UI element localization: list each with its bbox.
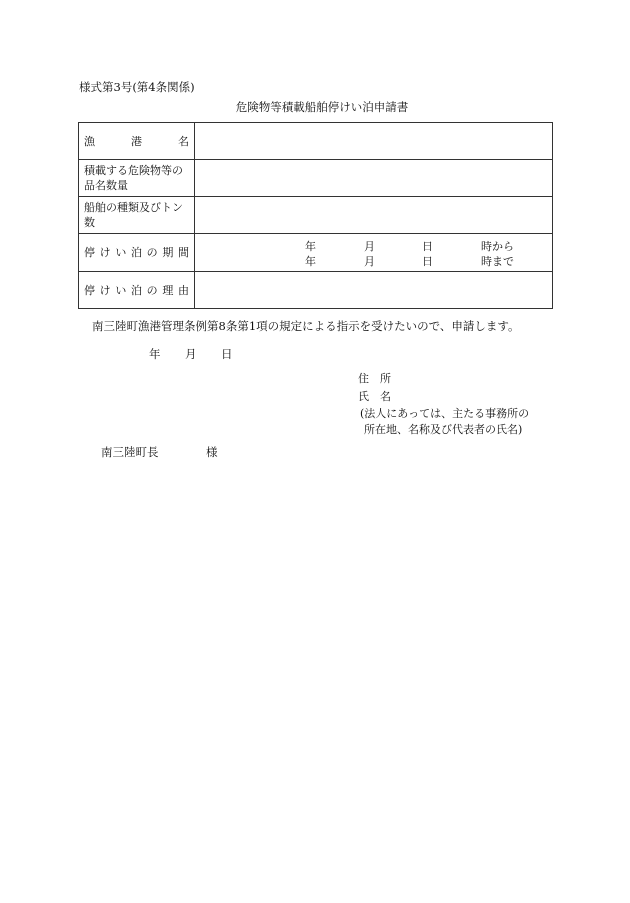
table-row <box>79 197 553 234</box>
table-row <box>79 272 553 309</box>
date-year-label: 年 <box>149 347 161 361</box>
mooring-period-field[interactable] <box>195 234 553 272</box>
address-label: 住 所 <box>358 372 391 385</box>
date-day-label: 日 <box>221 347 233 361</box>
table-row <box>79 123 553 160</box>
corporate-note-line1: (法人にあっては、主たる事務所の <box>360 407 530 420</box>
fishing-port-label: 漁 港 名 <box>79 123 195 160</box>
mooring-period-label: 停けい泊の期間 <box>79 234 195 272</box>
addressee-name: 南三陸町長 <box>101 445 159 459</box>
period-start-year: 年 <box>305 240 316 253</box>
corporate-note-line2: 所在地、名称及び代表者の氏名) <box>364 423 523 436</box>
period-start-month: 月 <box>364 240 375 253</box>
form-number: 様式第3号(第4条関係) <box>79 80 195 94</box>
table-row <box>79 160 553 197</box>
vessel-type-tonnage-label: 船舶の種類及びトン数 <box>79 197 195 234</box>
period-end-month: 月 <box>364 255 375 268</box>
application-table <box>78 122 553 309</box>
application-statement: 南三陸町漁港管理条例第8条第1項の規定による指示を受けたいので、申請します。 <box>92 319 520 333</box>
fishing-port-field[interactable] <box>195 123 553 160</box>
period-start-hour: 時から <box>481 240 514 253</box>
date-month-label: 月 <box>185 347 197 361</box>
period-start-day: 日 <box>422 240 433 253</box>
hazmat-items-field[interactable] <box>195 160 553 197</box>
period-end-day: 日 <box>422 255 433 268</box>
vessel-type-tonnage-field[interactable] <box>195 197 553 234</box>
name-label: 氏 名 <box>358 390 391 403</box>
table-row <box>79 234 553 272</box>
period-end-hour: 時まで <box>481 255 514 268</box>
period-end-year: 年 <box>305 255 316 268</box>
addressee-honorific: 様 <box>206 445 218 459</box>
hazmat-items-label: 積載する危険物等の品名数量 <box>79 160 195 197</box>
mooring-reason-label: 停けい泊の理由 <box>79 272 195 309</box>
document-title: 危険物等積載船舶停けい泊申請書 <box>235 100 409 114</box>
mooring-reason-field[interactable] <box>195 272 553 309</box>
